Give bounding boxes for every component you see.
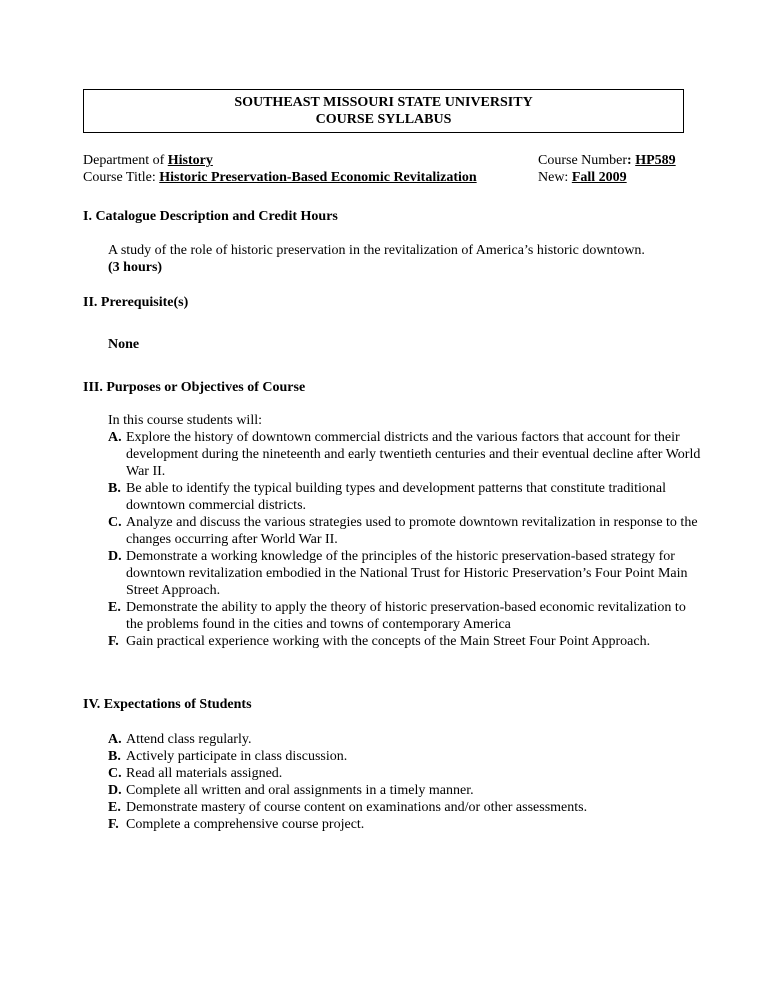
course-title-line: [83, 169, 523, 186]
item-text: Demonstrate a working knowledge of the principles of the historic preservation-based strategy for downtown revitalization embodied in the National Trust for Historic Preservation’s Four Point Main Street Approach.: [126, 549, 688, 598]
item-text: Demonstrate mastery of course content on examinations and/or other assessments.: [126, 800, 588, 815]
list-item: [108, 782, 708, 799]
item-text: Complete all written and oral assignments in a timely manner.: [126, 783, 474, 798]
item-letter: D.: [108, 549, 122, 564]
credit-hours: (3 hours): [108, 260, 163, 275]
item-letter: E.: [108, 600, 121, 615]
department-value: History: [167, 153, 213, 168]
list-item: [108, 599, 706, 633]
course-number-value: HP589: [635, 153, 676, 168]
course-number-colon: :: [627, 153, 636, 168]
department-label: Department of: [83, 153, 168, 168]
item-letter: F.: [108, 634, 119, 649]
prerequisite-value: None: [108, 337, 140, 352]
section-2-heading: II. Prerequisite(s): [83, 295, 189, 310]
list-item: [108, 799, 708, 816]
course-title-label: Course Title:: [83, 170, 160, 185]
department-line: [83, 152, 523, 169]
section-3-heading: III. Purposes or Objectives of Course: [83, 380, 306, 395]
list-item: [108, 514, 706, 548]
list-item: [108, 765, 708, 782]
course-number-block: [538, 152, 738, 186]
section-1-heading: I. Catalogue Description and Credit Hours: [83, 209, 338, 224]
item-letter: C.: [108, 766, 122, 781]
item-text: Read all materials assigned.: [126, 766, 283, 781]
course-title-value: Historic Preservation-Based Economic Revitalization: [159, 170, 477, 185]
new-term-line: [538, 169, 738, 186]
document-title: COURSE SYLLABUS: [315, 112, 452, 127]
expectations-list: [108, 731, 708, 833]
item-text: Complete a comprehensive course project.: [126, 817, 365, 832]
section-4-heading: IV. Expectations of Students: [83, 697, 252, 712]
item-text: Attend class regularly.: [126, 732, 252, 747]
item-text: Be able to identify the typical building types and development patterns that constitute traditional downtown commercial districts.: [126, 481, 667, 513]
item-letter: D.: [108, 783, 122, 798]
item-letter: A.: [108, 732, 122, 747]
item-letter: A.: [108, 430, 122, 445]
item-letter: F.: [108, 817, 119, 832]
course-number-line: [538, 152, 738, 169]
title-box: [83, 89, 684, 133]
objectives-list: [108, 429, 706, 650]
list-item: [108, 548, 706, 599]
item-letter: B.: [108, 481, 121, 496]
new-value: Fall 2009: [571, 170, 627, 185]
list-item: [108, 816, 708, 833]
list-item: [108, 748, 708, 765]
university-name: SOUTHEAST MISSOURI STATE UNIVERSITY: [234, 95, 533, 110]
item-letter: B.: [108, 749, 121, 764]
department-block: [83, 152, 523, 186]
item-text: Analyze and discuss the various strategies used to promote downtown revitalization in response to the changes occurring after World War II.: [126, 515, 698, 547]
new-label: New:: [538, 170, 572, 185]
item-text: Explore the history of downtown commercial districts and the various factors that account for their development during the nineteenth and early twentieth centuries and their eventual decline after World War II.: [126, 430, 701, 479]
objectives-intro: In this course students will:: [108, 413, 262, 428]
item-text: Demonstrate the ability to apply the theory of historic preservation-based economic revitalization to the problems found in the cities and towns of contemporary America: [126, 600, 686, 632]
list-item: [108, 480, 706, 514]
list-item: [108, 429, 706, 480]
list-item: [108, 731, 708, 748]
item-letter: C.: [108, 515, 122, 530]
course-number-label: Course Number: [538, 153, 628, 168]
item-letter: E.: [108, 800, 121, 815]
item-text: Gain practical experience working with the concepts of the Main Street Four Point Approach.: [126, 634, 651, 649]
item-text: Actively participate in class discussion.: [126, 749, 348, 764]
list-item: [108, 633, 706, 650]
section-1-description: [108, 242, 708, 276]
catalogue-description: A study of the role of historic preservation in the revitalization of America’s historic downtown.: [108, 243, 645, 258]
